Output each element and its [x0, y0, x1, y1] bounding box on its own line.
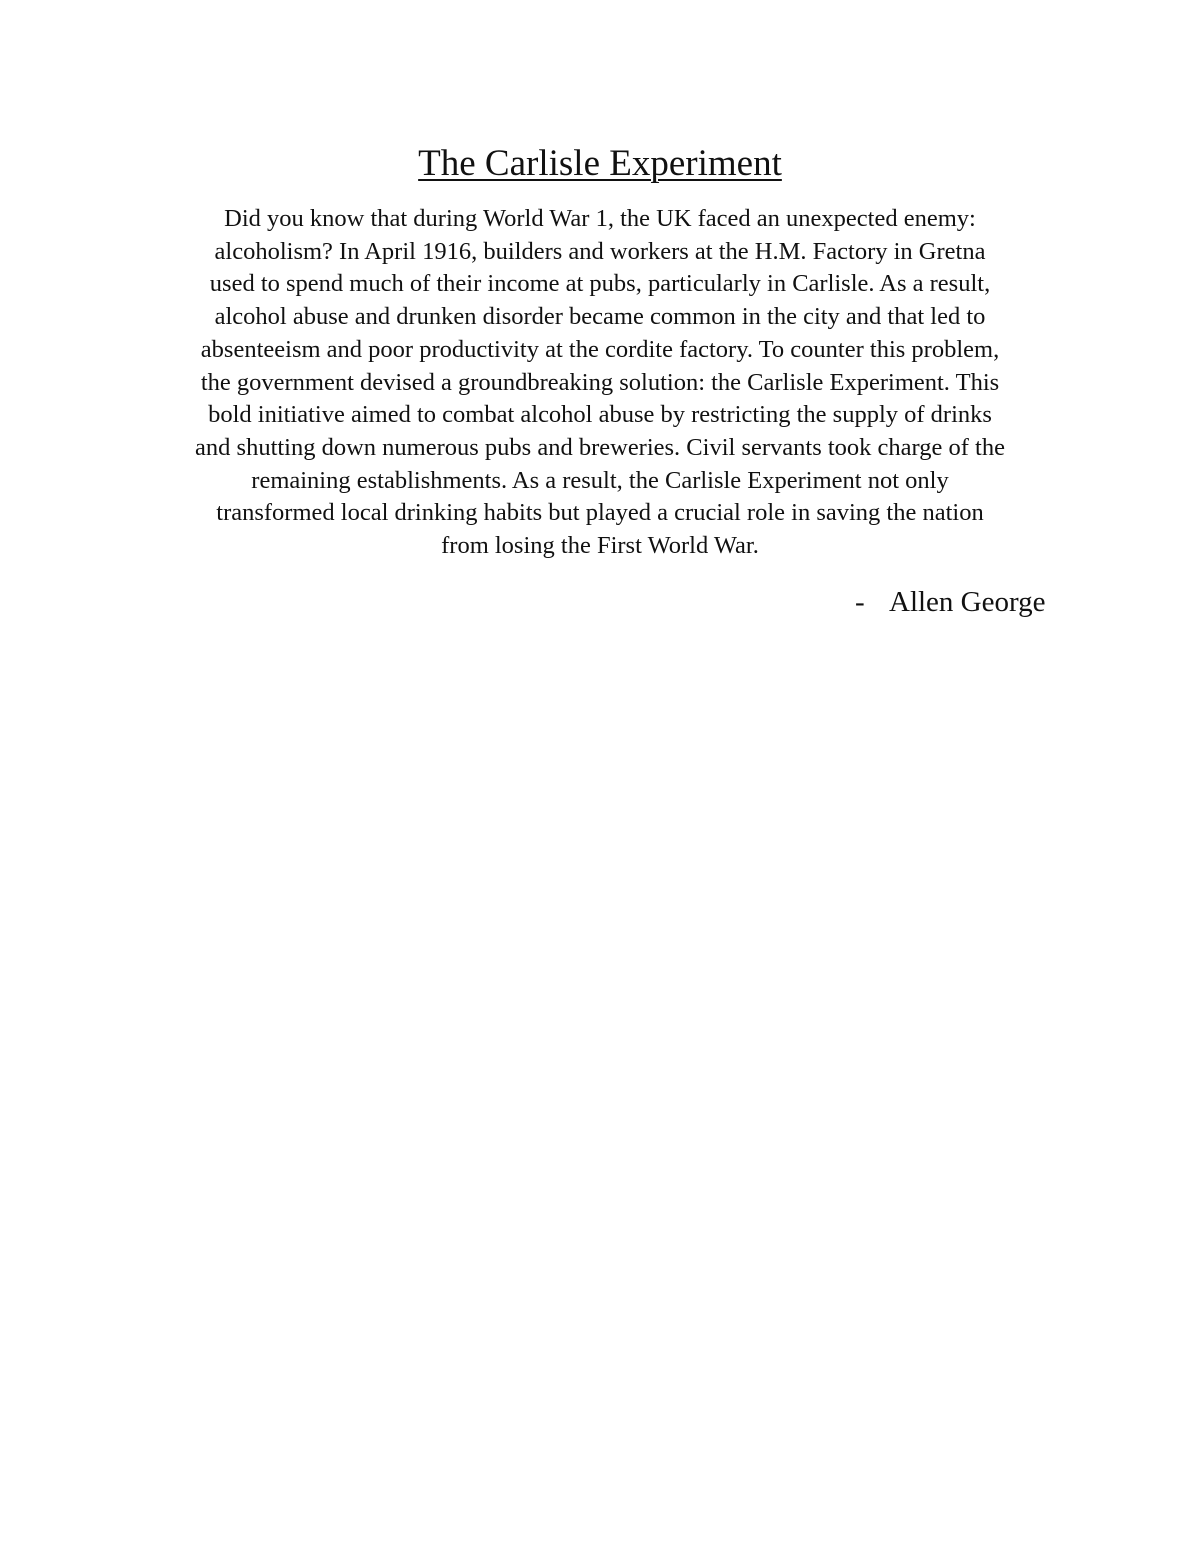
body-line: remaining establishments. As a result, the Carlisle Experiment not only [251, 466, 949, 494]
body-line: used to spend much of their income at pubs, particularly in Carlisle. As a result, [209, 270, 991, 298]
signature-dash: - [855, 586, 865, 618]
body-line: transformed local drinking habits but played a crucial role in saving the nation [216, 499, 984, 527]
body-line: alcohol abuse and drunken disorder became common in the city and that led to [214, 303, 986, 331]
document-body [120, 203, 1080, 563]
body-line: absenteeism and poor productivity at the cordite factory. To counter this problem, [200, 335, 1000, 363]
body-line: the government devised a groundbreaking solution: the Carlisle Experiment. This [200, 368, 1000, 396]
document-title: The Carlisle Experiment [418, 143, 782, 184]
body-line: and shutting down numerous pubs and breweries. Civil servants took charge of the [195, 433, 1005, 461]
body-line: Did you know that during World War 1, the UK faced an unexpected enemy: [224, 205, 976, 232]
body-line: from losing the First World War. [441, 532, 759, 560]
body-line: bold initiative aimed to combat alcohol abuse by restricting the supply of drinks [208, 401, 992, 429]
body-line: alcoholism? In April 1916, builders and workers at the H.M. Factory in Gretna [214, 237, 986, 265]
author-name: Allen George [889, 586, 1046, 618]
author-signature [855, 583, 1046, 621]
